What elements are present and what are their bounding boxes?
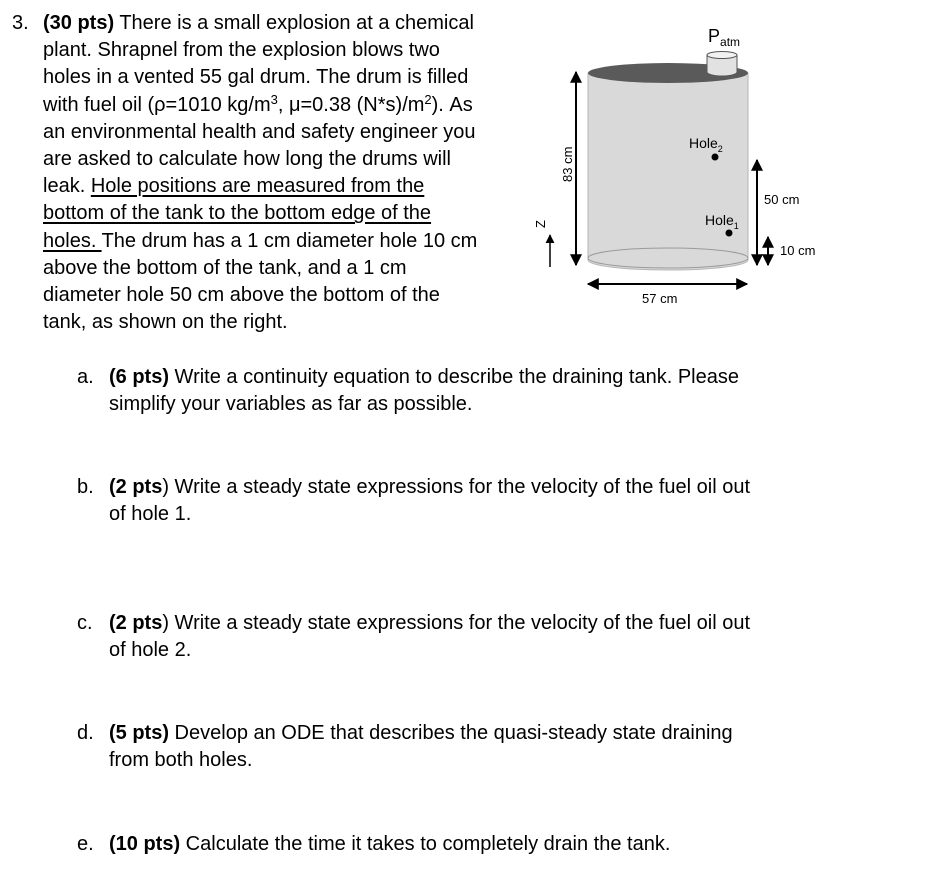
part-letter: a. xyxy=(77,366,94,388)
intro-text: There is a small explosion at a chemical xyxy=(114,12,474,34)
hole1-label: Hole$_1$ xyxy=(705,212,739,231)
question-points: (30 pts) xyxy=(43,12,115,34)
height-label: 83 cm xyxy=(560,146,575,182)
density-text: with fuel oil (ρ=1010 kg/m xyxy=(43,93,271,116)
intro-line-5: an environmental health and safety engineer you xyxy=(43,120,476,143)
vent-opening xyxy=(707,52,737,59)
z-axis-label: Z xyxy=(533,220,548,228)
hole2-label: Hole$_2$ xyxy=(689,135,723,154)
question-intro xyxy=(43,10,523,336)
part-text xyxy=(109,720,829,774)
part-text-line-2: simplify your variables as far as possible. xyxy=(109,393,473,416)
part-letter: d. xyxy=(77,722,94,744)
part-text-line-1: Calculate the time it takes to completely drain the tank. xyxy=(180,833,671,855)
intro-line-8 xyxy=(43,200,523,227)
question-number: 3. xyxy=(12,12,29,34)
part-points: (6 pts) xyxy=(109,366,169,388)
part-text xyxy=(109,364,829,418)
intro-text: leak. xyxy=(43,175,91,198)
viscosity-text: , μ=0.38 (N*s)/m xyxy=(277,93,425,116)
hole2-dot xyxy=(712,154,719,161)
part-text xyxy=(109,474,829,528)
drum-diagram xyxy=(530,15,860,315)
part-text-line-1: Write a continuity equation to describe the draining tank. Please xyxy=(169,366,739,388)
part-points: (10 pts) xyxy=(109,833,181,855)
dimension-10-label: 10 cm xyxy=(780,243,816,258)
dimension-50-label: 50 cm xyxy=(764,192,800,207)
part-text xyxy=(109,610,829,664)
part-text-line-1: Develop an ODE that describes the quasi-steady state draining xyxy=(169,722,733,744)
intro-line-2: plant. Shrapnel from the explosion blows two xyxy=(43,39,440,62)
intro-line-11: diameter hole 50 cm above the bottom of the xyxy=(43,284,440,307)
part-letter: c. xyxy=(77,612,93,634)
part-text xyxy=(109,831,829,858)
intro-line-12: tank, as shown on the right. xyxy=(43,311,288,334)
underlined-text: Hole positions are measured from the xyxy=(90,175,425,198)
intro-line-10: above the bottom of the tank, and a 1 cm xyxy=(43,256,407,279)
part-text-line-1: ) Write a steady state expressions for the velocity of the fuel oil out xyxy=(162,476,751,498)
intro-line-9 xyxy=(43,228,523,255)
part-text-line-2: of hole 1. xyxy=(109,503,192,526)
intro-line-3: holes in a vented 55 gal drum. The drum is filled xyxy=(43,66,469,89)
part-points: (5 pts) xyxy=(109,722,169,744)
part-text-line-2: from both holes. xyxy=(109,749,253,772)
part-text-line-1: ) Write a steady state expressions for the velocity of the fuel oil out xyxy=(162,612,751,634)
width-label: 57 cm xyxy=(642,291,678,306)
superscript: 2 xyxy=(424,91,432,107)
intro-line-4 xyxy=(43,92,523,119)
intro-line-6: are asked to calculate how long the drums will xyxy=(43,148,451,171)
intro-text: The drum has a 1 cm diameter hole 10 cm xyxy=(101,229,478,252)
part-letter: e. xyxy=(77,833,94,855)
part-letter: b. xyxy=(77,476,94,498)
underlined-text: holes. xyxy=(43,229,102,252)
patm-label: $P_{atm}$ xyxy=(708,26,741,49)
part-text-line-2: of hole 2. xyxy=(109,639,192,662)
part-points: (2 pts xyxy=(109,612,163,634)
drum-figure xyxy=(530,15,860,315)
superscript: 3 xyxy=(270,91,278,107)
intro-line-1 xyxy=(43,10,523,37)
intro-line-7 xyxy=(43,173,523,200)
intro-text: ). As xyxy=(431,93,473,116)
underlined-text: bottom of the tank to the bottom edge of the xyxy=(43,202,432,225)
drum-body xyxy=(588,73,748,270)
part-points: (2 pts xyxy=(109,476,163,498)
hole1-dot xyxy=(726,230,733,237)
